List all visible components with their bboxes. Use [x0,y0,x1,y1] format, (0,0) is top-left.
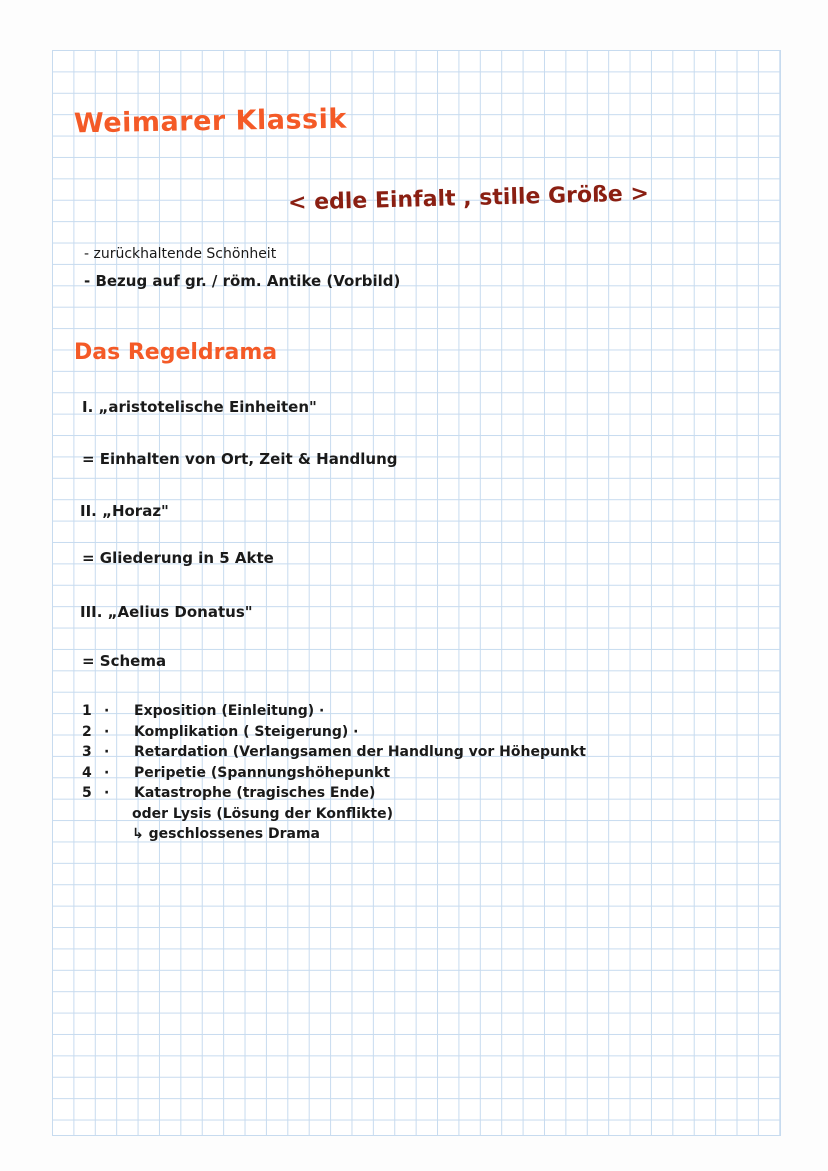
scheme-item [82,763,586,784]
scheme-text: Peripetie (Spannungshöhepunkt [134,764,391,781]
scheme-text: Exposition (Einleitung) · [134,703,325,719]
grid-paper [52,50,781,1136]
scheme-number: 1 [82,703,92,719]
rule-explanation-1: = Einhalten von Ort, Zeit & Handlung [82,450,398,468]
scheme-number: 5 [82,785,92,801]
scheme-conclusion: ↳ geschlossenes Drama [132,826,320,842]
page-title: Weimarer Klassik [73,103,348,140]
rule-explanation-2: = Gliederung in 5 Akte [82,549,274,567]
bullet-item: - zurückhaltende Schönheit [84,246,277,262]
rule-heading-1: I. „aristotelische Einheiten" [82,398,317,416]
scheme-continuation: oder Lysis (Lösung der Konflikte) [132,805,394,822]
scheme-number: 3 [82,744,92,760]
section-title: Das Regeldrama [74,340,278,365]
scheme-text: Katastrophe (tragisches Ende) [134,785,376,801]
rule-heading-2: II. „Horaz" [80,502,169,520]
scheme-item [82,783,586,804]
bullet-dot: · [104,744,110,760]
bullet-dot: · [104,785,110,801]
scheme-text: Retardation (Verlangsamen der Handlung vor Höhepunkt [134,744,586,760]
scheme-list [82,701,586,845]
bullet-item: - Bezug auf gr. / röm. Antike (Vorbild) [84,272,401,290]
scheme-number: 4 [82,764,92,781]
scheme-item [82,742,586,763]
scheme-number: 2 [82,723,92,740]
scheme-text: Komplikation ( Steigerung) · [134,723,359,740]
bullet-dot: · [104,723,110,740]
motto: < edle Einfalt , stille Größe > [287,181,650,216]
bullet-dot: · [104,764,110,781]
scheme-item [82,722,586,743]
bullet-dot: · [104,703,110,719]
rule-explanation-3: = Schema [82,652,167,670]
scheme-item [82,701,586,722]
rule-heading-3: III. „Aelius Donatus" [80,603,253,621]
